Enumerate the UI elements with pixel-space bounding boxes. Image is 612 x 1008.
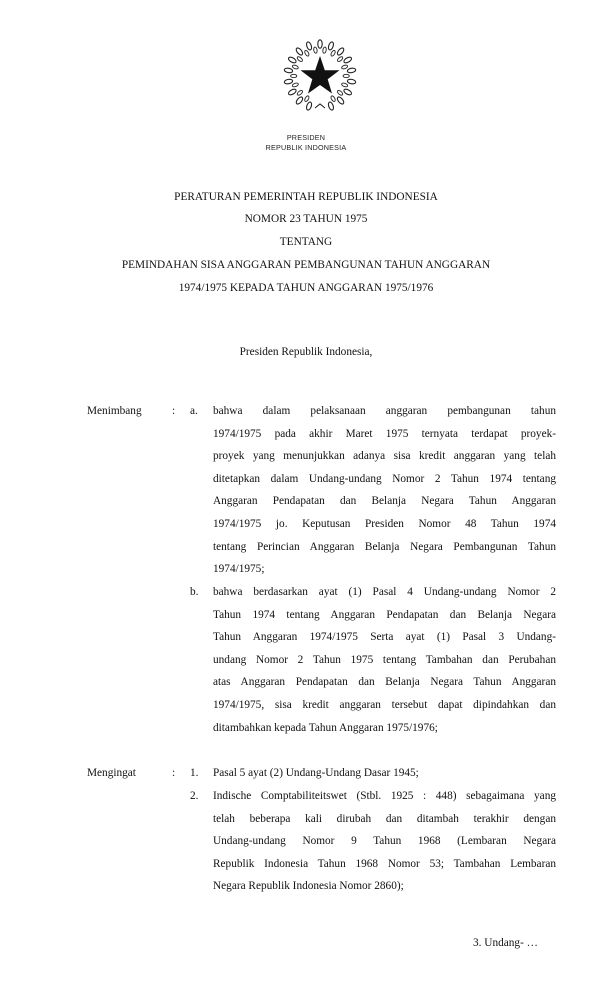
menimbang-label: Menimbang — [87, 405, 142, 417]
text-line: ditetapkan dalam Undang-undang Nomor 2 Tahun 1974 tentang — [213, 472, 556, 485]
menimbang-item-a-marker: a. — [190, 405, 198, 417]
menimbang-item-a — [213, 400, 556, 581]
mengingat-label: Mengingat — [87, 767, 136, 779]
text-line: ditambahkan kepada Tahun Anggaran 1975/1976; — [213, 721, 438, 734]
regulation-subject-line1: PEMINDAHAN SISA ANGGARAN PEMBANGUNAN TAHUN ANGGARAN — [121, 259, 491, 271]
menimbang-colon: : — [172, 405, 176, 417]
regulation-subject-line2: 1974/1975 KEPADA TAHUN ANGGARAN 1975/1976 — [178, 282, 434, 294]
office-label-line1: PRESIDEN — [286, 133, 326, 142]
menimbang-item-b-marker: b. — [190, 586, 199, 598]
garuda-star-wreath-emblem-icon — [282, 38, 358, 114]
text-line: proyek yang menunjukkan adanya sisa kredit anggaran yang telah — [213, 450, 556, 463]
mengingat-item-2 — [213, 785, 556, 898]
text-line: Tahun 1974 tentang Anggaran Pendapatan dan Belanja Negara — [213, 608, 556, 621]
regulation-number: NOMOR 23 TAHUN 1975 — [244, 213, 368, 225]
regulation-title: PERATURAN PEMERINTAH REPUBLIK INDONESIA — [174, 191, 438, 203]
text-line: Pasal 5 ayat (2) Undang-Undang Dasar 1945; — [213, 767, 419, 779]
mengingat-colon: : — [172, 767, 176, 779]
text-line: Undang-undang Nomor 9 Tahun 1968 (Lembaran Negara — [213, 835, 556, 848]
mengingat-item-1 — [213, 762, 556, 785]
text-line: bahwa berdasarkan ayat (1) Pasal 4 Undang-undang Nomor 2 — [213, 586, 556, 598]
text-line: Indische Comptabiliteitswet (Stbl. 1925 : 448) sebagaimana yang — [213, 790, 556, 802]
text-line: Negara Republik Indonesia Nomor 2860); — [213, 880, 404, 893]
text-line: undang Nomor 2 Tahun 1975 tentang Tambahan dan Perubahan — [213, 653, 556, 666]
text-line: 1974/1975; — [213, 563, 265, 576]
mengingat-item-2-marker: 2. — [190, 790, 199, 802]
text-line: Republik Indonesia Tahun 1968 Nomor 53; Tambahan Lembaran — [213, 857, 556, 870]
regulation-about: TENTANG — [279, 236, 333, 248]
text-line: 1974/1975 pada akhir Maret 1975 ternyata terdapat proyek- — [213, 427, 556, 440]
text-line: tentang Perincian Anggaran Belanja Negara Pembangunan Tahun — [213, 540, 556, 553]
text-line: atas Anggaran Pendapatan dan Belanja Negara Tahun Anggaran — [213, 676, 556, 689]
text-line: bahwa dalam pelaksanaan anggaran pembangunan tahun — [213, 405, 556, 417]
page-continuation-marker: 3. Undang- … — [473, 937, 538, 949]
text-line: 1974/1975 jo. Keputusan Presiden Nomor 48 Tahun 1974 — [213, 517, 556, 530]
text-line: Anggaran Pendapatan dan Belanja Negara Tahun Anggaran — [213, 495, 556, 508]
office-label-line2: REPUBLIK INDONESIA — [265, 143, 347, 152]
mengingat-item-1-marker: 1. — [190, 767, 199, 779]
text-line: telah beberapa kali dirubah dan ditambah terakhir dengan — [213, 812, 556, 825]
menimbang-item-b — [213, 581, 556, 739]
text-line: Tahun Anggaran 1974/1975 Serta ayat (1) Pasal 3 Undang- — [213, 631, 556, 644]
text-line: 1974/1975, sisa kredit anggaran tersebut dapat dipindahkan dan — [213, 698, 556, 711]
opening-statement: Presiden Republik Indonesia, — [239, 346, 373, 358]
